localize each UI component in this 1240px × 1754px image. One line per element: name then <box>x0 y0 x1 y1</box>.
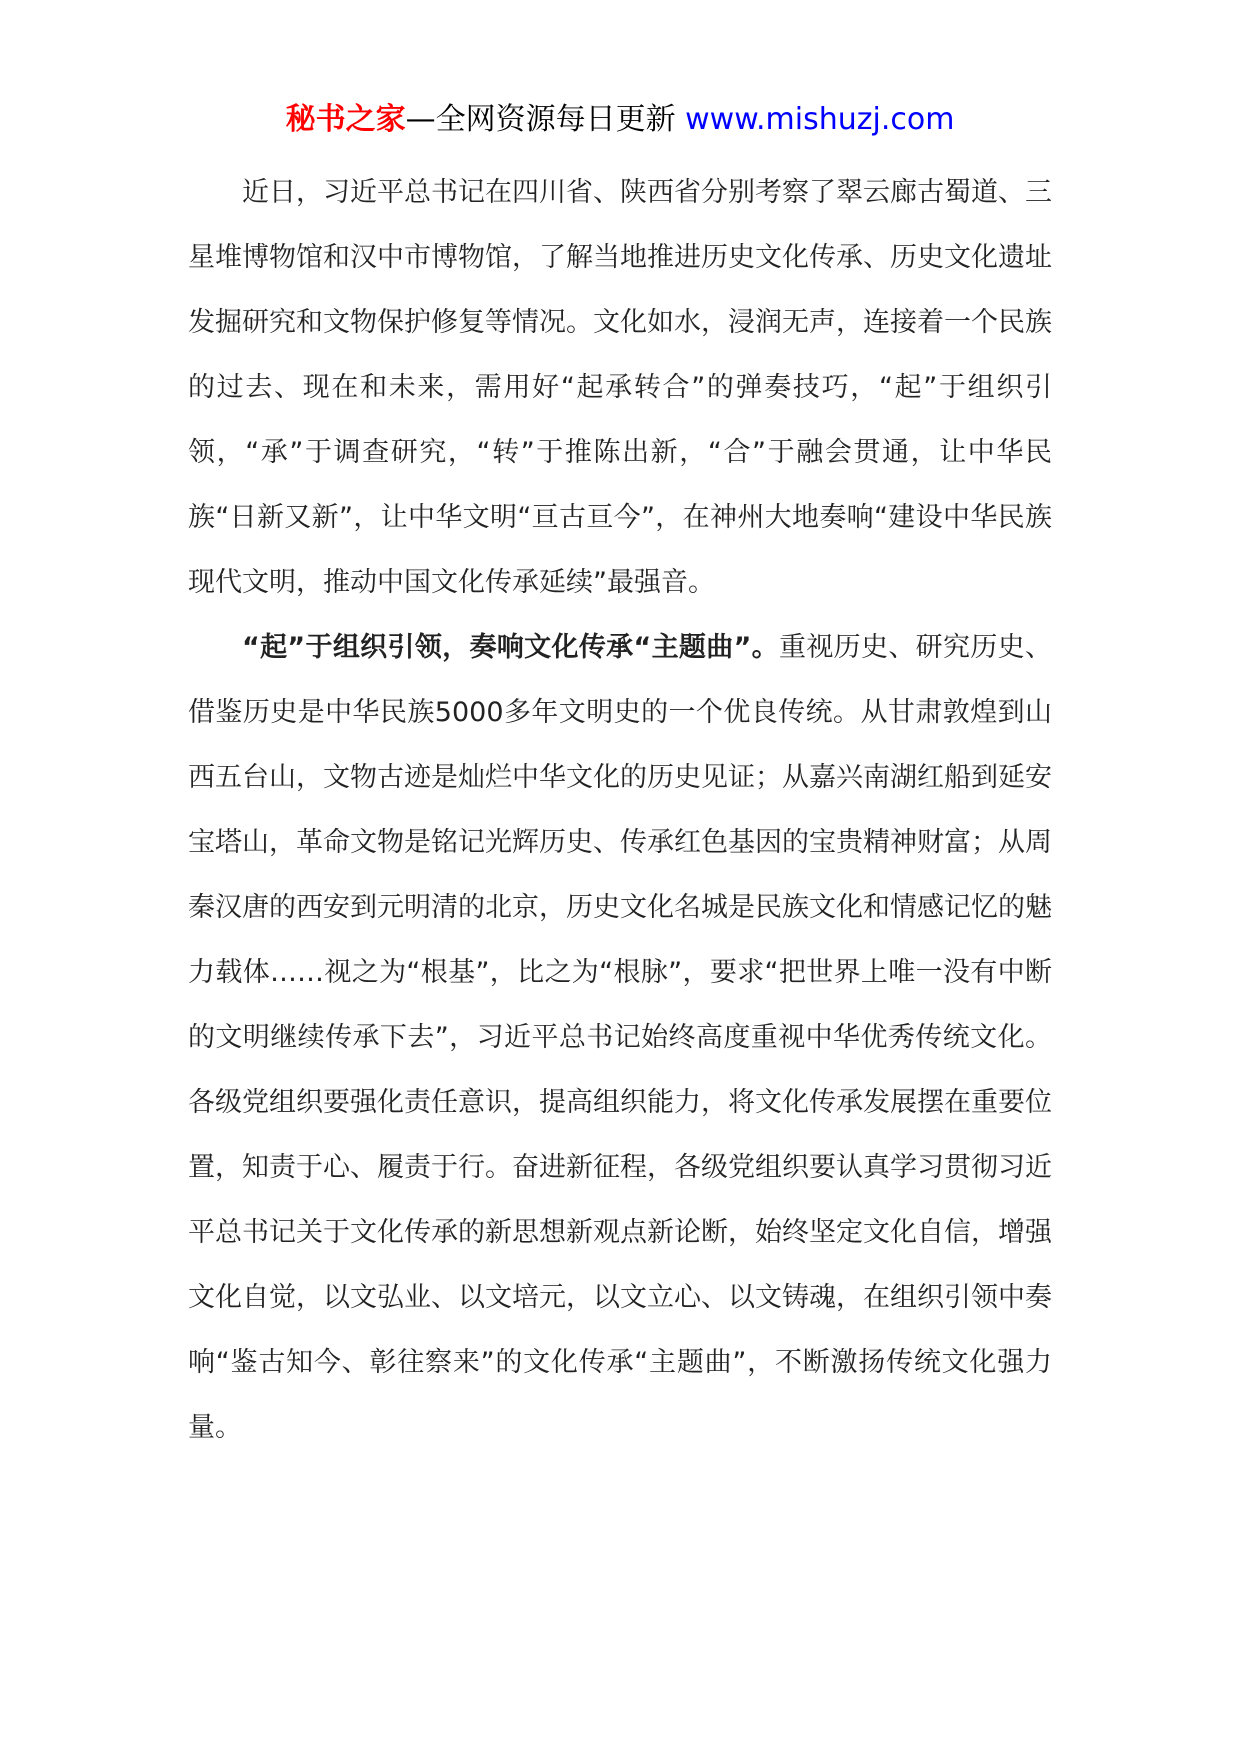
paragraph-text: 近日，习近平总书记在四川省、陕西省分别考察了翠云廊古蜀道、三星堆博物馆和汉中市博物馆，了解当地推进历史文化传承、历史文化遗址发掘研究和文物保护修复等情况。文化如水，浸润无声，连接着一个民族的过去、现在和未来，需用好“起承转合”的弹奏技巧，“起”于组织引领，“承”于调查研究，“转”于推陈出新，“合”于融会贯通，让中华民族“日新又新”，让中华文明“亘古亘今”，在神州大地奏响“建设中华民族现代文明，推动中国文化传承延续”最强音。 <box>188 177 1052 598</box>
header-tagline: —全网资源每日更新 <box>405 102 686 137</box>
brand-name: 秘书之家 <box>285 102 406 137</box>
paragraph-organization <box>188 615 1052 1460</box>
article-body <box>188 160 1052 1460</box>
site-url-link[interactable]: www.mishuzj.com <box>685 102 955 137</box>
paragraph-lead: “起”于组织引领，奏响文化传承“主题曲”。 <box>242 632 779 663</box>
paragraph-text: 重视历史、研究历史、借鉴历史是中华民族5000多年文明史的一个优良传统。从甘肃敦煌到山西五台山，文物古迹是灿烂中华文化的历史见证；从嘉兴南湖红船到延安宝塔山，革命文物是铭记光辉历史、传承红色基因的宝贵精神财富；从周秦汉唐的西安到元明清的北京，历史文化名城是民族文化和情感记忆的魅力载体……视之为“根基”，比之为“根脉”，要求“把世界上唯一没有中断的文明继续传承下去”，习近平总书记始终高度重视中华优秀传统文化。各级党组织要强化责任意识，提高组织能力，将文化传承发展摆在重要位置，知责于心、履责于行。奋进新征程，各级党组织要认真学习贯彻习近平总书记关于文化传承的新思想新观点新论断，始终坚定文化自信，增强文化自觉，以文弘业、以文培元，以文立心、以文铸魂，在组织引领中奏响“鉴古知今、彰往察来”的文化传承“主题曲”，不断激扬传统文化强力量。 <box>188 632 1053 1443</box>
paragraph-intro <box>188 160 1052 615</box>
page-header <box>0 98 1240 142</box>
